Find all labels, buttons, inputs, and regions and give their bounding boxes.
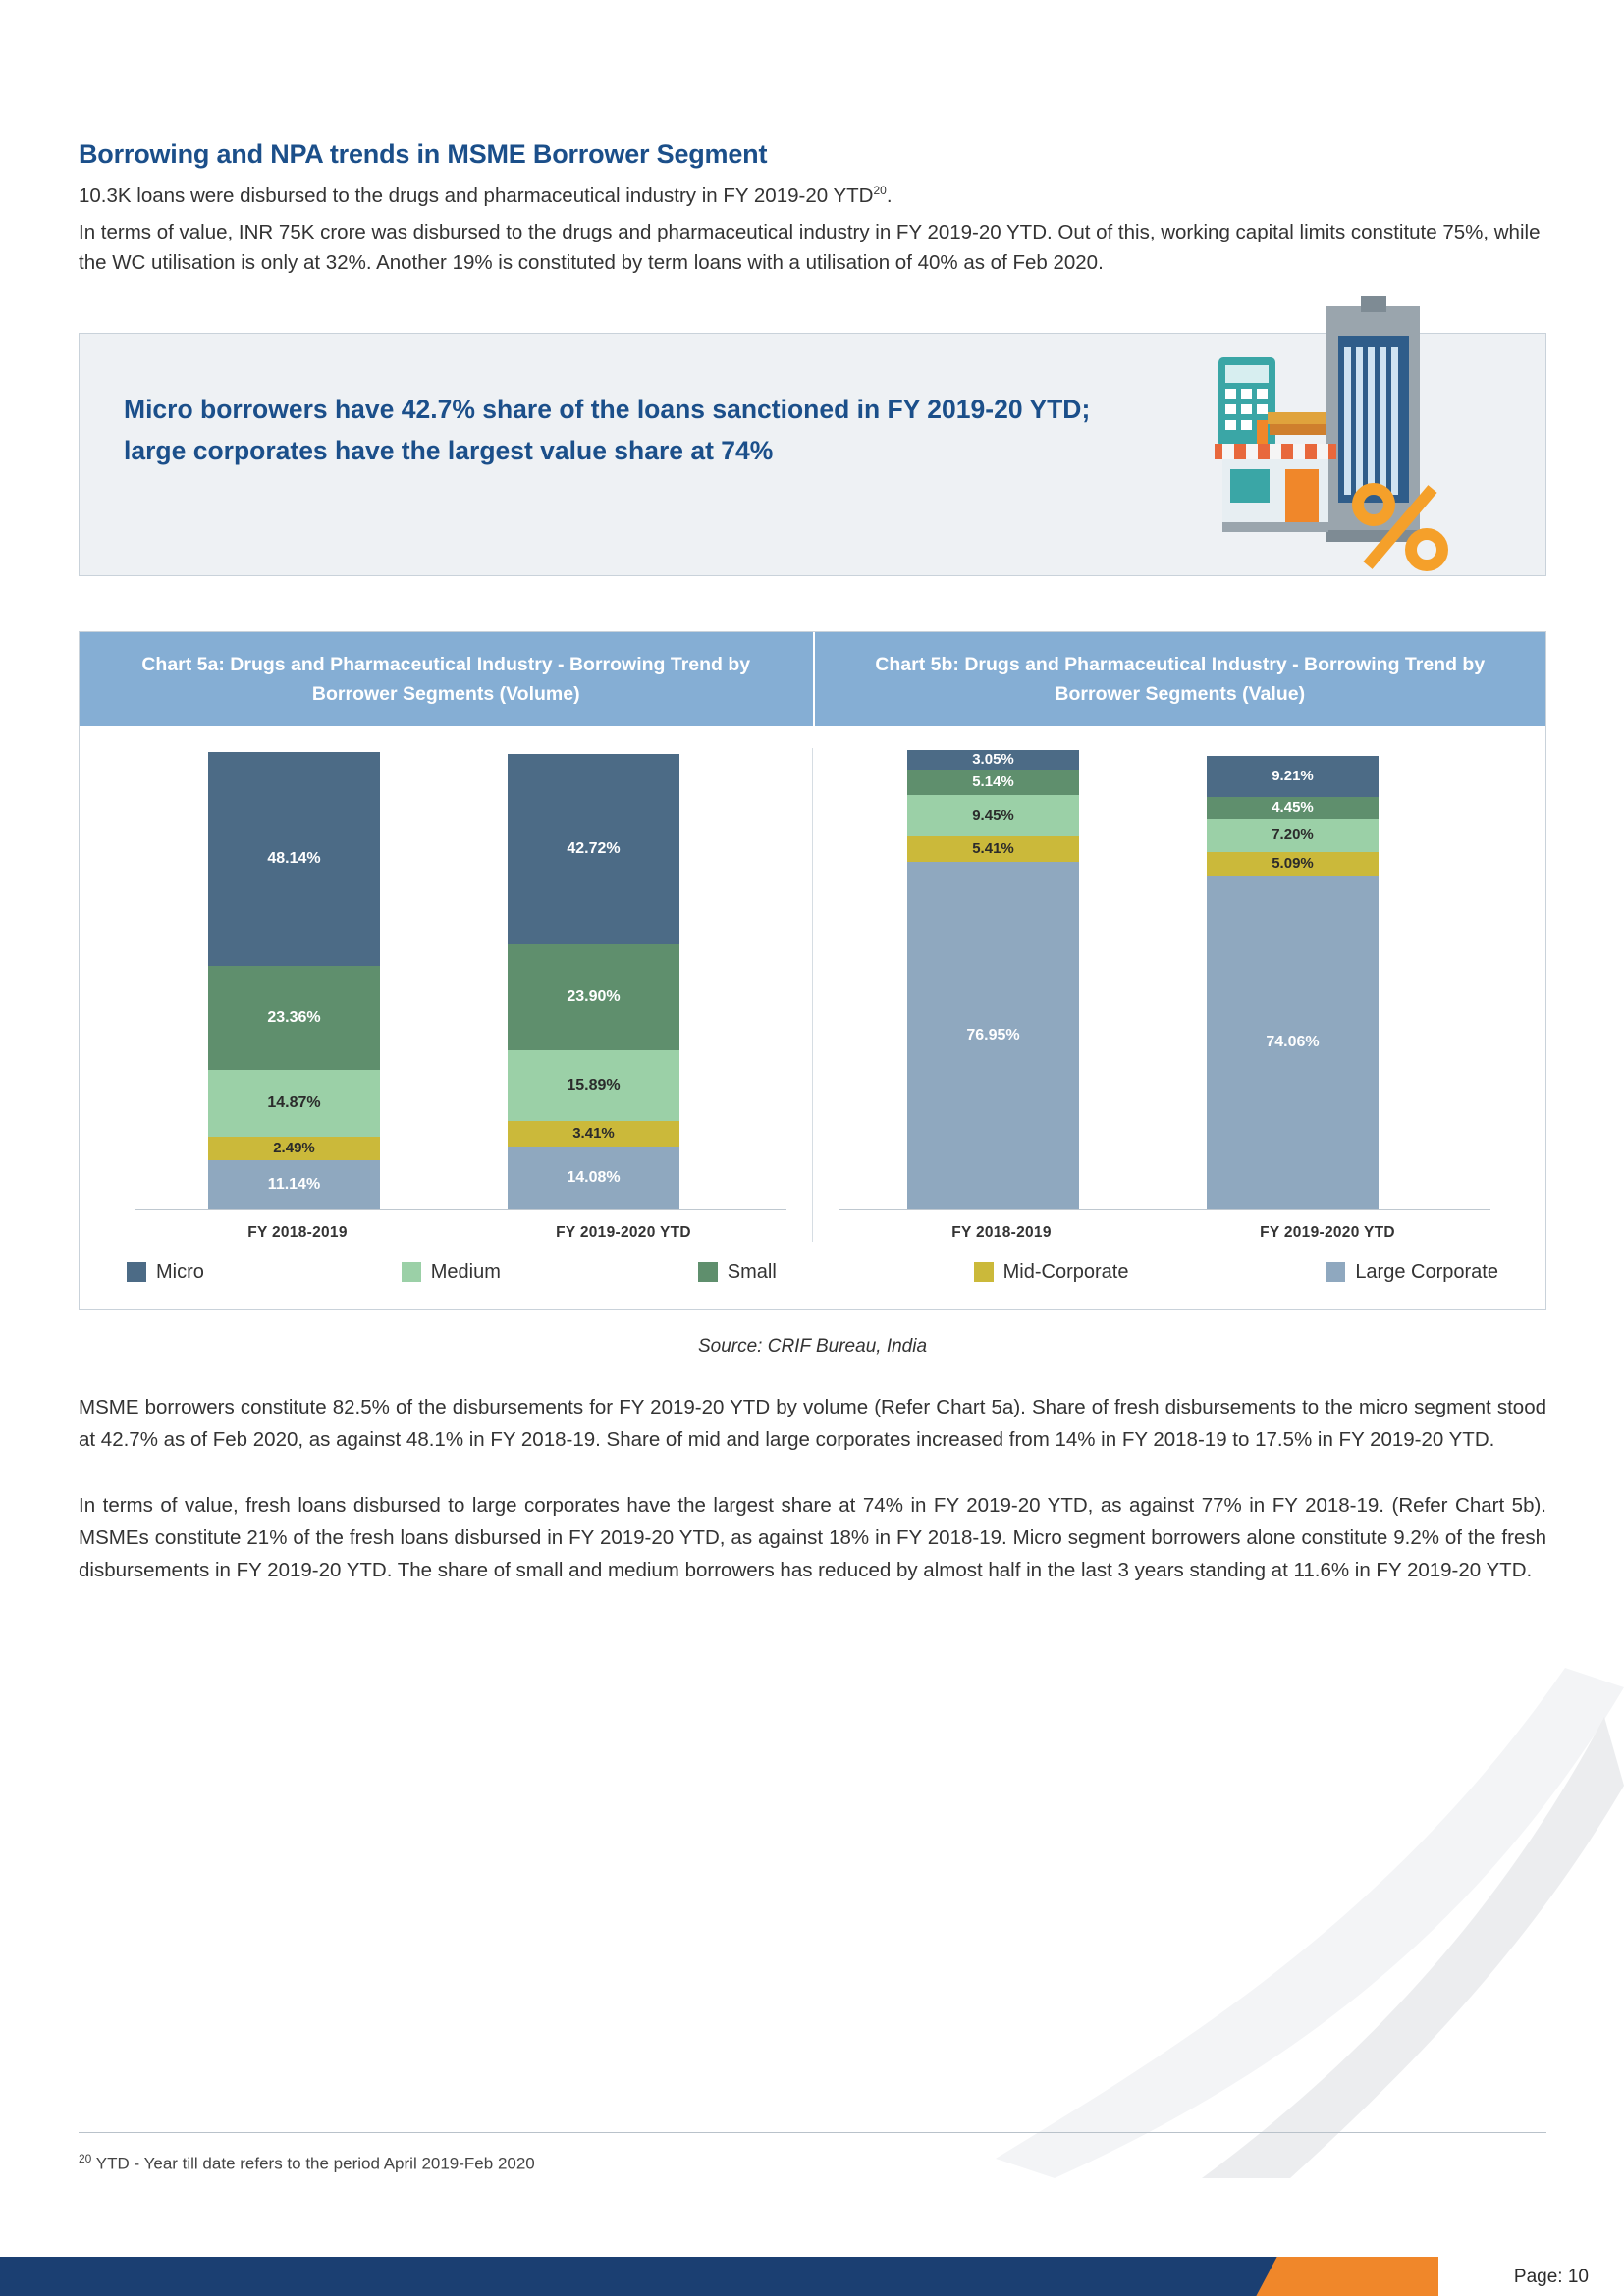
bar-5b-fy2018-2019 xyxy=(907,750,1079,1209)
segment-small: 23.36% xyxy=(208,966,380,1070)
body-paragraph-1: MSME borrowers constitute 82.5% of the disbursements for FY 2019-20 YTD by volume (Refer Chart 5a). Share of fresh disbursements to the micro segment stood at 42.7% as of Feb 2020, as against 48.1% in FY 2018-19. Share of mid and large corporates increased from 14% in FY 2018-19 to 17.5% in FY 2019-20 YTD. xyxy=(79,1395,1546,1451)
segment-micro: 48.14% xyxy=(208,752,380,966)
footnote-text: YTD - Year till date refers to the period April 2019-Feb 2020 xyxy=(95,2154,535,2173)
segment-medium: 14.87% xyxy=(208,1070,380,1137)
chart-5b-title: Chart 5b: Drugs and Pharmaceutical Industry - Borrowing Trend by Borrower Segments (Value) xyxy=(813,632,1546,726)
legend-item-mid-corporate xyxy=(974,1261,1129,1284)
segment-medium: 7.20% xyxy=(1207,819,1379,852)
page-content xyxy=(79,0,1546,1586)
legend-item-large-corporate xyxy=(1326,1261,1498,1284)
chart-5a-plot xyxy=(135,748,786,1210)
chart-5a-title: Chart 5a: Drugs and Pharmaceutical Industry - Borrowing Trend by Borrower Segments (Volume) xyxy=(80,632,813,726)
segment-mid-corporate: 2.49% xyxy=(208,1137,380,1160)
segment-medium: 9.45% xyxy=(907,795,1079,836)
chart-5b-plot xyxy=(839,748,1490,1210)
segment-micro: 3.05% xyxy=(907,750,1079,770)
axis-label-fy2019-2020-ytd: FY 2019-2020 YTD xyxy=(1260,1223,1395,1241)
bar-5a-fy2018-2019 xyxy=(208,752,380,1209)
charts-area xyxy=(80,726,1545,1252)
bar-5b-fy2019-2020-ytd xyxy=(1207,756,1379,1209)
legend-label-small: Small xyxy=(727,1260,777,1283)
chart-5a-axis xyxy=(135,1210,786,1242)
segment-large-corporate: 76.95% xyxy=(907,862,1079,1209)
intro-1-period: . xyxy=(886,184,893,207)
legend-swatch-medium xyxy=(402,1262,421,1282)
legend-swatch-mid-corporate xyxy=(974,1262,994,1282)
segment-large-corporate: 14.08% xyxy=(508,1147,679,1209)
legend-label-mid-corporate: Mid-Corporate xyxy=(1002,1260,1129,1283)
axis-label-fy2018-2019: FY 2018-2019 xyxy=(247,1223,348,1241)
segment-mid-corporate: 5.41% xyxy=(907,836,1079,862)
page-number: Page: 10 xyxy=(1513,2267,1589,2287)
legend-label-micro: Micro xyxy=(156,1260,204,1283)
segment-small: 23.90% xyxy=(508,944,679,1050)
illustration-bank-building xyxy=(1209,296,1469,576)
footnote-divider xyxy=(79,2132,1546,2133)
legend-swatch-micro xyxy=(127,1262,146,1282)
chart-5b xyxy=(813,748,1516,1242)
legend-item-micro xyxy=(127,1261,204,1284)
chart-5b-axis xyxy=(839,1210,1490,1242)
segment-mid-corporate: 3.41% xyxy=(508,1121,679,1147)
footnote-marker: 20 xyxy=(873,184,887,197)
footnote xyxy=(79,2152,535,2174)
segment-micro: 42.72% xyxy=(508,754,679,944)
intro-paragraph-2: In terms of value, INR 75K crore was disbursed to the drugs and pharmaceutical industry in FY 2019-20 YTD. Out of this, working capital limits constitute 75%, while the WC utilisation is only at 32%. Another 19% is constituted by term loans with a utilisation of 40% as of Feb 2020. xyxy=(79,220,1541,274)
segment-large-corporate: 74.06% xyxy=(1207,876,1379,1209)
charts-panel xyxy=(79,631,1546,1310)
footnote-number: 20 xyxy=(79,2152,92,2165)
legend-item-small xyxy=(698,1261,777,1284)
charts-panel-header xyxy=(80,632,1545,726)
charts-legend xyxy=(80,1252,1545,1309)
segment-large-corporate: 11.14% xyxy=(208,1160,380,1209)
axis-label-fy2019-2020-ytd: FY 2019-2020 YTD xyxy=(556,1223,691,1241)
callout-box xyxy=(79,333,1546,576)
legend-item-medium xyxy=(402,1261,501,1284)
intro-1-text: 10.3K loans were disbursed to the drugs and pharmaceutical industry in FY 2019-20 YTD xyxy=(79,184,874,207)
page-footer xyxy=(0,2241,1624,2296)
bar-5a-fy2019-2020-ytd xyxy=(508,754,679,1209)
chart-5a xyxy=(109,748,813,1242)
legend-swatch-small xyxy=(698,1262,718,1282)
page-title: Borrowing and NPA trends in MSME Borrower Segment xyxy=(79,139,768,169)
body-paragraph-2: In terms of value, fresh loans disbursed to large corporates have the largest share at 74% in FY 2019-20 YTD, as against 77% in FY 2018-19. (Refer Chart 5b). MSMEs constitute 21% of the fresh loans disbursed in FY 2019-20 YTD, as against 18% in FY 2018-19. Micro segment borrowers alone constitute 9.2% of the fresh disbursements in FY 2019-20 YTD. The share of small and medium borrowers has reduced by almost half in the last 3 years standing at 11.6% in FY 2019-20 YTD. xyxy=(79,1493,1546,1581)
intro-paragraph-1 xyxy=(79,176,1546,211)
legend-swatch-large-corporate xyxy=(1326,1262,1345,1282)
legend-label-large-corporate: Large Corporate xyxy=(1355,1260,1498,1283)
segment-small: 4.45% xyxy=(1207,797,1379,819)
segment-micro: 9.21% xyxy=(1207,756,1379,797)
segment-small: 5.14% xyxy=(907,770,1079,795)
callout-text: Micro borrowers have 42.7% share of the loans sanctioned in FY 2019-20 YTD; large corporates have the largest value share at 74% xyxy=(124,394,1091,465)
segment-mid-corporate: 5.09% xyxy=(1207,852,1379,876)
decorative-swoosh xyxy=(878,1629,1624,2178)
chart-source: Source: CRIF Bureau, India xyxy=(697,1335,928,1357)
segment-medium: 15.89% xyxy=(508,1050,679,1121)
axis-label-fy2018-2019: FY 2018-2019 xyxy=(951,1223,1052,1241)
legend-label-medium: Medium xyxy=(430,1260,501,1283)
